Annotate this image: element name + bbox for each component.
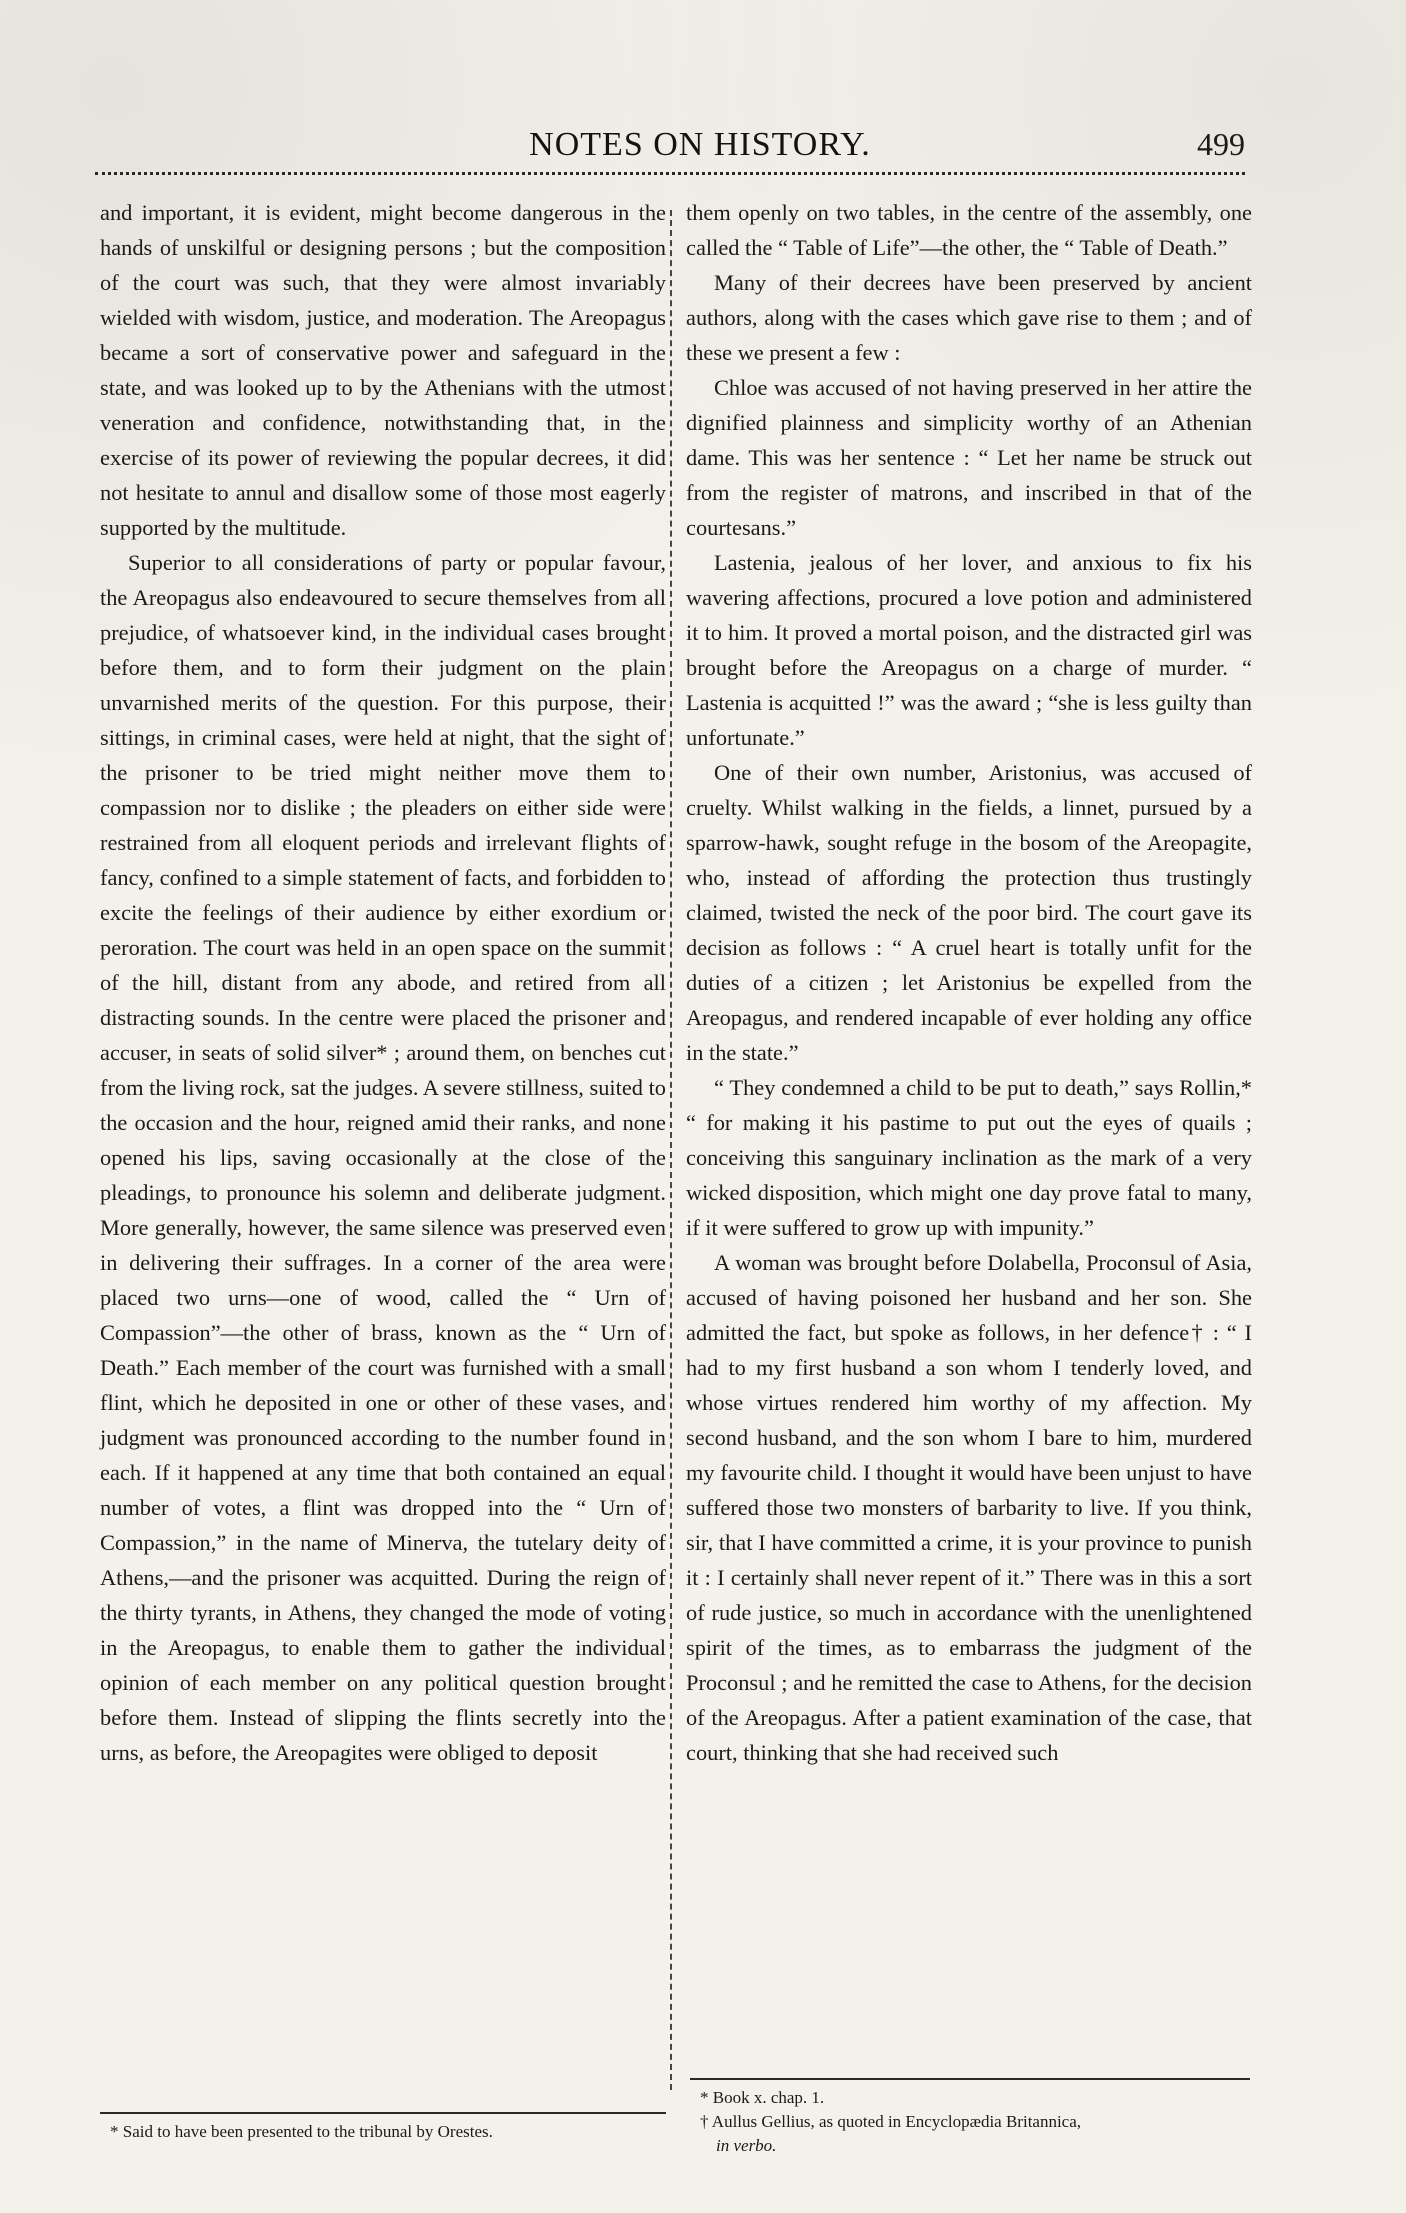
paragraph: “ They condemned a child to be put to death,” says Rollin,* “ for making it his pastime to put out the eyes of quails ; conceiving this sanguinary inclination as the mark of a very wicked disposition, which might one day prove fatal to many, if it were suffered to grow up with impunity.”	[686, 1075, 1252, 1240]
paragraph: them openly on two tables, in the centre of the assembly, one called the “ Table of Life”—the other, the “ Table of Death.”	[686, 200, 1252, 260]
running-title: NOTES ON HISTORY.	[529, 126, 871, 163]
paragraph: One of their own number, Aristonius, was accused of cruelty. Whilst walking in the fields, a linnet, pursued by a sparrow-hawk, sought refuge in the bosom of the Areopagite, who, instead of affording the protection thus trustingly claimed, twisted the neck of the poor bird. The court gave its decision as follows : “ A cruel heart is totally unfit for the duties of a citizen ; let Aristonius be expelled from the Areopagus, and rendered incapable of ever holding any office in the state.”	[686, 760, 1252, 1065]
footnote: † Aullus Gellius, as quoted in Encyclopædia Britannica,	[700, 2112, 1082, 2131]
column-divider	[670, 210, 672, 2090]
paragraph: Lastenia, jealous of her lover, and anxious to fix his wavering affections, procured a love potion and administered it to him. It proved a mortal poison, and the distracted girl was brought before the Areopagus on a charge of murder. “ Lastenia is acquitted !” was the award ; “she is less guilty than unfortunate.”	[686, 550, 1252, 750]
footnotes-right	[700, 2086, 1245, 2158]
left-column	[100, 195, 666, 1770]
footnote: in verbo.	[716, 2136, 777, 2155]
right-column	[686, 195, 1252, 1770]
paragraph: A woman was brought before Dolabella, Proconsul of Asia, accused of having poisoned her husband and her son. She admitted the fact, but spoke as follows, in her defence† : “ I had to my first husband a son whom I tenderly loved, and whose virtues rendered him worthy of my affection. My second husband, and the son whom I bare to him, murdered my favourite child. I thought it would have been unjust to have suffered those two monsters of barbarity to live. If you think, sir, that I have committed a crime, it is your province to punish it : I certainly shall never repent of it.” There was in this a sort of rude justice, so much in accordance with the unenlightened spirit of the times, as to embarrass the judgment of the Proconsul ; and he remitted the case to Athens, for the decision of the Areopagus. After a patient examination of the case, that court, thinking that she had received such	[686, 1250, 1252, 1765]
page-number: 499	[1197, 126, 1245, 162]
paragraph: Chloe was accused of not having preserved in her attire the dignified plainness and simplicity worthy of an Athenian dame. This was her sentence : “ Let her name be struck out from the register of matrons, and inscribed in that of the courtesans.”	[686, 375, 1252, 540]
footnote-rule-left	[100, 2112, 666, 2114]
paragraph: Many of their decrees have been preserved by ancient authors, along with the cases which gave rise to them ; and of these we present a few :	[686, 270, 1252, 365]
header-rule	[95, 172, 1245, 175]
footnote: * Book x. chap. 1.	[700, 2088, 825, 2107]
paragraph: and important, it is evident, might become dangerous in the hands of unskilful or designing persons ; but the composition of the court was such, that they were almost invariably wielded with wisdom, justice, and moderation. The Areopagus became a sort of conservative power and safeguard in the state, and was looked up to by the Athenians with the utmost veneration and confidence, notwithstanding that, in the exercise of its power of reviewing the popular decrees, it did not hesitate to annul and disallow some of those most eagerly supported by the multitude.	[100, 200, 666, 540]
footnote: * Said to have been presented to the tribunal by Orestes.	[110, 2122, 493, 2141]
paragraph: Superior to all considerations of party or popular favour, the Areopagus also endeavoured to secure themselves from all prejudice, of whatsoever kind, in the individual cases brought before them, and to form their judgment on the plain unvarnished merits of the question. For this purpose, their sittings, in criminal cases, were held at night, that the sight of the prisoner to be tried might neither move them to compassion nor to dislike ; the pleaders on either side were restrained from all eloquent periods and irrelevant flights of fancy, confined to a simple statement of facts, and forbidden to excite the feelings of their audience by either exordium or peroration. The court was held in an open space on the summit of the hill, distant from any abode, and retired from all distracting sounds. In the centre were placed the prisoner and accuser, in seats of solid silver* ; around them, on benches cut from the living rock, sat the judges. A severe stillness, suited to the occasion and the hour, reigned amid their ranks, and none opened his lips, saving occasionally at the close of the pleadings, to pronounce his solemn and deliberate judgment. More generally, however, the same silence was preserved even in delivering their suffrages. In a corner of the area were placed two urns—one of wood, called the “ Urn of Compassion”—the other of brass, known as the “ Urn of Death.” Each member of the court was furnished with a small flint, which he deposited in one or other of these vases, and judgment was pronounced according to the number found in each. If it happened at any time that both contained an equal number of votes, a flint was dropped into the “ Urn of Compassion,” in the name of Minerva, the tutelary deity of Athens,—and the prisoner was acquitted. During the reign of the thirty tyrants, in Athens, they changed the mode of voting in the Areopagus, to enable them to gather the individual opinion of each member on any political question brought before them. Instead of slipping the flints secretly into the urns, as before, the Areopagites were obliged to deposit	[100, 550, 666, 1765]
footnotes-left	[110, 2120, 650, 2144]
footnote-rule-right	[690, 2078, 1250, 2080]
